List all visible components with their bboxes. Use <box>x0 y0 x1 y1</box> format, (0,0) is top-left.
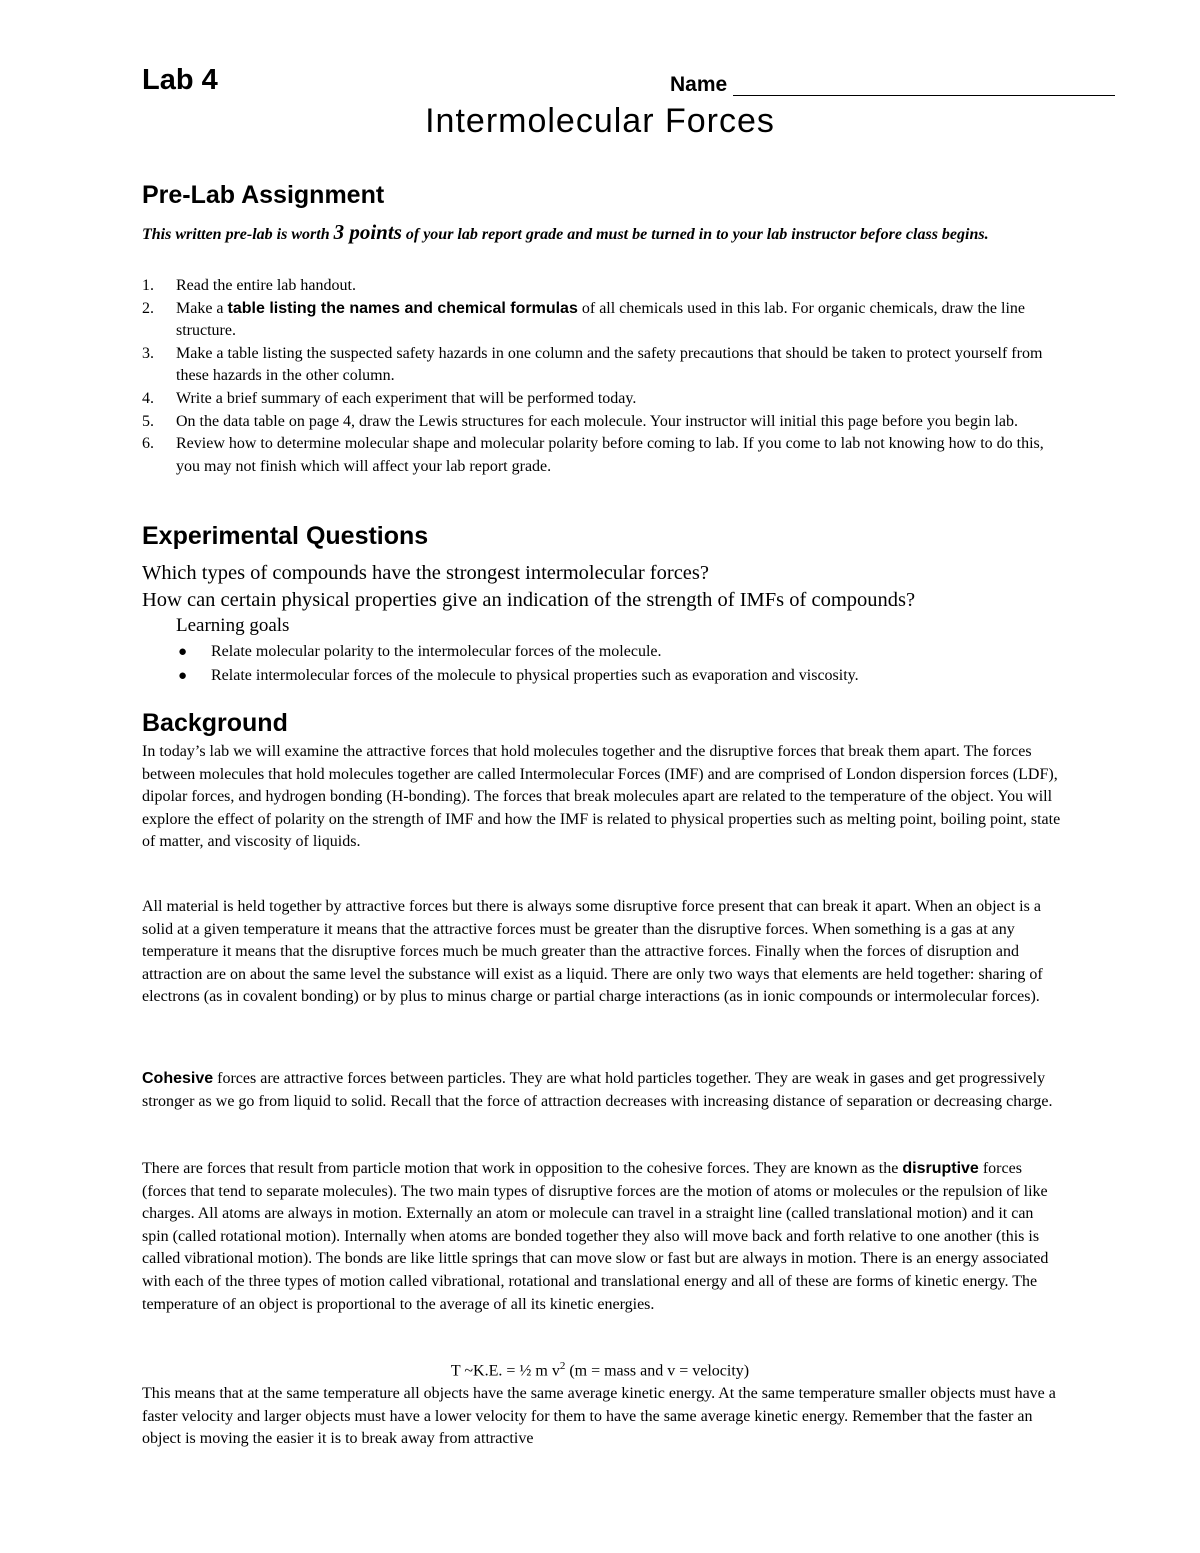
experimental-heading: Experimental Questions <box>142 522 429 550</box>
learning-goals-list <box>176 640 859 688</box>
paragraph-text: There are forces that result from particle motion that work in opposition to the cohesive forces. They are known as the <box>142 1160 903 1177</box>
goal-text: Relate molecular polarity to the intermolecular forces of the molecule. <box>211 643 662 660</box>
list-item-number: 5. <box>142 412 154 430</box>
disruptive-term: disruptive <box>902 1160 979 1177</box>
background-paragraph-2: All material is held together by attractive forces but there is always some disruptive force present that can break it apart. When an object is a solid at a given temperature it means that the attractive forces must be greater than the disruptive forces. When something is a gas at any temperature it means that the disruptive forces much be much greater than the attractive forces. Finally when the forces of disruption and attraction are on about the same level the substance will exist as a liquid. There are only two ways that elements are held together: sharing of electrons (as in covalent bonding) or by plus to minus charge or partial charge interactions (as in ionic compounds or intermolecular forces). <box>142 898 1043 1006</box>
list-item-text: Review how to determine molecular shape and molecular polarity before coming to lab. If you come to lab not knowing how to do this, you may not finish which will affect your lab report grade. <box>176 435 1044 475</box>
learning-goals-label: Learning goals <box>176 615 290 636</box>
list-item <box>142 411 1062 434</box>
bullet-icon: ● <box>178 644 188 660</box>
list-item <box>176 640 859 664</box>
list-item <box>176 664 859 688</box>
name-label: Name <box>670 73 728 96</box>
list-item-text: Write a brief summary of each experiment that will be performed today. <box>176 389 637 407</box>
list-item-text: Make a <box>176 299 228 317</box>
list-item-text: Read the entire lab handout. <box>176 277 356 294</box>
bullet-icon: ● <box>178 668 188 684</box>
background-paragraph-4 <box>142 1158 1062 1316</box>
list-item <box>142 275 1062 298</box>
list-item-text: On the data table on page 4, draw the Lewis structures for each molecule. Your instructor will initial this page before you begin lab. <box>176 412 1018 430</box>
list-item-text: of all chemicals used in this lab. For organic chemicals, draw the line structure. <box>176 299 1025 340</box>
page-title: Intermolecular Forces <box>425 102 775 140</box>
prelab-intro-after: of your lab report grade and must be turned in to your lab instructor before class begins. <box>401 226 989 243</box>
paragraph-text: forces (forces that tend to separate molecules). The two main types of disruptive forces are the motion of atoms or molecules or the repulsion of like charges. All atoms are always in motion. Externally an atom or molecule can travel in a straight line (called translational motion) and it can spin (called rotational motion). Internally when atoms are bonded together they also will move back and forth relative to one another (this is called vibrational motion). The bonds are like little springs that can move slow or fast but are always in motion. There is an energy associated with each of the three types of motion called vibrational, rotational and translational energy and all of these are forms of kinetic energy. The temperature of an object is proportional to the average of all its kinetic energies. <box>142 1160 1049 1313</box>
prelab-heading: Pre-Lab Assignment <box>142 181 385 209</box>
list-item-text: Make a table listing the suspected safety hazards in one column and the safety precautions that should be taken to protect yourself from these hazards in the other column. <box>176 344 1043 385</box>
formula-text: T ~K.E. = ½ m v <box>450 1362 560 1380</box>
background-paragraph-1: In today’s lab we will examine the attractive forces that hold molecules together and the disruptive forces that break them apart. The forces between molecules that hold molecules together are called Intermolecular Forces (IMF) and are comprised of London dispersion forces (LDF), dipolar forces, and hydrogen bonding (H-bonding). The forces that break molecules apart are related to the temperature of the object. You will explore the effect of polarity on the strength of IMF and how the IMF is related to physical properties such as melting point, boiling point, state of matter, and viscosity of liquids. <box>142 743 1061 851</box>
goal-text: Relate intermolecular forces of the molecule to physical properties such as evaporation and viscosity. <box>211 667 859 684</box>
list-item <box>142 388 1062 411</box>
list-item-number: 2. <box>142 299 154 317</box>
background-paragraph-3 <box>142 1068 1062 1113</box>
list-item-number: 1. <box>142 277 154 294</box>
prelab-intro-points: 3 points <box>333 220 402 244</box>
lab-number: Lab 4 <box>142 64 218 96</box>
background-paragraph-5: This means that at the same temperature all objects have the same average kinetic energy. At the same temperature smaller objects must have a faster velocity and larger objects must have a lower velocity for them to have the same average kinetic energy. Remember that the faster an object is moving the easier it is to break away from attractive <box>142 1385 1056 1448</box>
kinetic-energy-formula <box>0 1360 1200 1380</box>
prelab-list <box>142 275 1062 478</box>
list-item-bold-text: table listing the names and chemical formulas <box>227 299 578 317</box>
formula-exponent: 2 <box>559 1360 566 1372</box>
background-heading: Background <box>142 709 288 737</box>
list-item <box>142 343 1062 388</box>
prelab-intro-before: This written pre-lab is worth <box>142 226 334 243</box>
list-item-number: 4. <box>142 389 154 407</box>
list-item <box>142 298 1062 343</box>
paragraph-text: forces are attractive forces between particles. They are what hold particles together. They are weak in gases and get progressively stronger as we go from liquid to solid. Recall that the force of attraction decreases with increasing distance of separation or decreasing charge. <box>142 1070 1053 1110</box>
question-2: How can certain physical properties give an indication of the strength of IMFs of compounds? <box>142 589 916 611</box>
name-blank-line <box>733 95 1115 96</box>
formula-text: (m = mass and v = velocity) <box>565 1362 750 1380</box>
question-1: Which types of compounds have the strongest intermolecular forces? <box>142 562 709 584</box>
prelab-intro <box>142 221 1062 246</box>
list-item-number: 3. <box>142 344 154 362</box>
list-item-number: 6. <box>142 435 154 453</box>
list-item <box>142 433 1062 478</box>
cohesive-term: Cohesive <box>142 1070 214 1087</box>
